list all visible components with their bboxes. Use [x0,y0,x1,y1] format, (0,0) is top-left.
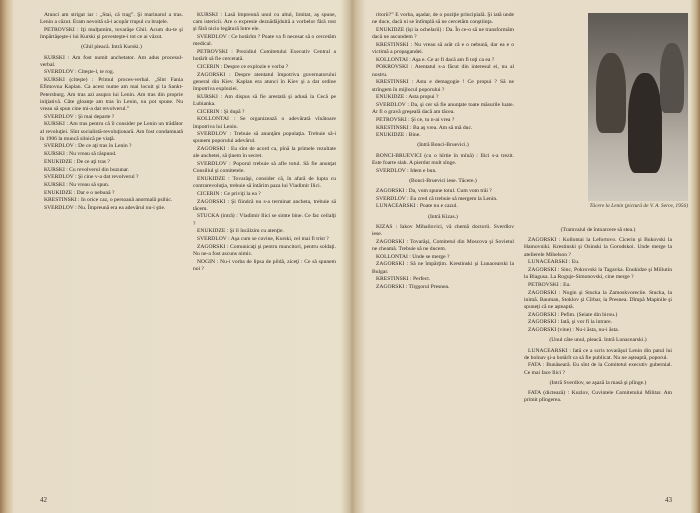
left-column-2 [193,12,336,482]
text-paragraph: SVERDLOV : De ce aţi tras în Lenin ? [44,143,132,150]
text-paragraph: ZAGORSKI (vine) : Nu-i ăsta, nu-i ăsta. [528,327,620,334]
text-paragraph: KURSKI : Nu vreau să răspund. [44,151,117,158]
photo-figure [660,43,684,113]
text-paragraph: ZAGORSKI : Şi fiindcă nu s-a terminat ancheta, trebuie să tăcem. [193,198,336,212]
text-paragraph: KURSKI : Am dispus să fie arestată şi adusă la Cecă pe Lubianka. [193,93,336,107]
text-paragraph: CICERIN : Şi după ? [197,108,245,115]
text-paragraph: (Unul câte unul, pleacă. Intră Lunacearski.) [549,337,647,344]
right-column-1 [372,12,514,482]
text-paragraph: PETROVSKI : Şi ce, tu n-ai vrea ? [376,116,455,123]
text-paragraph: ENUKIDZE : Tovarăşi, consider că, în afară de lupta cu contrarevoluţia, trebuie să întărim paza lui Vladimir Ilici. [193,175,336,190]
text-paragraph: ZAGORSKI : Iată, şi vor fi la intrare. [528,319,613,326]
text-paragraph: STUCKA (intră) : Vladimir Ilici se simte bine. Ce fac ceilalţi ? [193,213,336,227]
text-paragraph: (Intră Bonci-Bruevici.) [417,142,469,149]
text-paragraph: PETROVSKI : Iţi mulţumim, tovarăşe Ghil. Acum du-te şi împărtăşeşte-i lui Kurski şi povesteşte-i tot ce ai văzut. [40,26,183,41]
photo-figure [596,53,626,133]
text-paragraph: (Bonci-Bruevici iese. Tăcere.) [409,177,477,184]
text-paragraph: SVERDLOV : Şi mai departe ? [44,113,115,120]
text-paragraph: KRESTINSKI : Ba aş vrea. Am să mă duc. [376,124,473,131]
text-paragraph: KURSKI : Lasă împreună unul cu altul, limitat, aş spune, cam istericii. Are o expresie deznădăjduită a vorbelor fără rost şi fără nicio legătură între ele. [193,12,336,33]
text-paragraph: ENUKIDZE : Dar e o nebună ? [44,189,115,196]
text-paragraph: LUNACEARSKI : Iată ce a scris tovarăşul Lenin din patul lui de bolnav şi-a hotărît ca să fie publicat. Nu ne aşteaptă, poporul. [524,347,672,361]
photo-figure [628,73,662,173]
text-paragraph: (Intră Kizas.) [428,213,458,220]
text-paragraph: LUNACEARSKI : Poate nu e cazul. [376,203,458,210]
text-paragraph: SVERDLOV : Trebuie să anunţăm populaţia. Trebuie să-i spunem poporului adevărul. [193,131,336,145]
text-paragraph: ENUKIDZE : Bine. [376,132,421,139]
text-paragraph: SVERDLOV : Ce hotărîm ? Poate va fi necesar să o cercetăm medical. [193,34,336,48]
text-paragraph: KURSKI (citeşte) : Primul proces-verbal. „Sînt Fania Efimovna Kaplan. Ca acest nume am mai locuit şi la Sankt-Petersburg. Am tras azi asupra lui Lenin. Am tras din proprie iniţiativă. Câte gloanţe am tras în Lenin, nu pot spune. Nu vreau să spun cine mi-a dat revolverul.” [40,77,183,112]
text-paragraph: BONCI-BRUEVICI (cu o hîrtie în mînă) : Ilici s-a trezit. Este foarte slab. A pierdut mult sînge. [372,152,514,166]
text-paragraph: ZAGORSKI : Sinc, Pokrovski la Tagavka. Enukidze şi Miliutin la Blagusa. La Roguje-Simonovski, cine merge ? [524,267,672,281]
text-paragraph: CICERIN : Despre ce explozie e vorba ? [197,63,289,70]
text-paragraph: KIZAS : Iakov Mihailovici, vă chemă doctorii. Sverdlov iese. [372,223,514,237]
text-paragraph: FATA (dictează) : Kuzlov, Cuvintele Comitetului Militar. Am primit plîngerea. [524,390,672,404]
page-number: 42 [40,496,47,504]
text-paragraph: KOLLONTAI : Unde se merge ? [376,253,450,260]
photo-caption: Tăcere la Lenin (pictură de V. A. Serov, 1956) [589,203,688,209]
page-number: 43 [665,496,672,504]
text-paragraph: ZAGORSKI : Comunicaţi şi pentru muncitori, pentru soldaţi. Nu ne-a fost ascuns nimic. [193,243,336,257]
left-column-1 [40,12,183,482]
text-paragraph: KURSKI : Am tras pentru că îl consider pe Lenin un trădător al revoluţiei. Sînt socialistă-revoluţionară. Am fost condamnată în 1906 la muncă silnică pe viaţă. [40,121,183,142]
text-paragraph: KRESTINSKI : Perfect. [376,276,431,283]
text-paragraph: ZAGORSKI : Da, vom spune totul. Cum vom trăi ? [376,187,492,194]
text-paragraph: ZAGORSKI : Pefim. (Seiate din birou.) [528,311,618,318]
text-paragraph: KURSKI : Am fost numit anchetator. Am adus procesul-verbal. [40,54,183,68]
text-paragraph: KRESTINSKI : Asta e demagogie ! Ce propui ? Să ne strîngem în mijlocul poporului ? [372,79,514,93]
text-paragraph: ZAGORSKI : Eu sînt de acord ca, pînă la primele rezultate ale anchetei, să ţinem în secret. [193,146,336,160]
text-paragraph: PETROVSKI : Eu. [528,281,571,288]
text-paragraph: KOLLONTAI : Se organizează o adevărată vînătoare împotriva lui Lenin. [193,116,336,130]
right-column-2 [524,224,672,482]
text-paragraph: ZAGORSKI : Kollontai la Lefortovo. Cicerin şi Bukovski la Hamovniki. Krestinski şi Osinski la Gorodskoi. Unde merge la atelierele Mihelson ? [524,237,672,258]
left-page [40,12,336,504]
text-paragraph: Atunci am strigat iar : „Stai, că trag”. Şi marinarul a tras. Lenin a căzut. Eram nevoită să-i acopăr trupul cu braţele. [40,12,183,26]
text-paragraph: PETROVSKI : Prezidiul Comitetului Executiv Central a hotărît să fie cercetată. [193,49,336,63]
text-paragraph: KURSKI : Nu vreau să spun. [44,181,110,188]
text-paragraph: SVERDLOV : Idem e bun. [376,167,437,174]
text-paragraph: SVERDLOV : Citeşte-l, te rog. [44,69,115,76]
text-paragraph: CICERIN : Ce priviţi la ea ? [197,190,261,197]
text-paragraph: SVERDLOV : Poporul trebuie să afle totul. Să fie anunţat Consiliul şi comitetele. [193,161,336,175]
text-paragraph: ZAGORSKI : Tovarăşi, Comitetul din Moscova şi Sovietul ne cheamă. Trebuie să ne ducem. [372,238,514,252]
text-paragraph: ENUKIDZE : Asta propui ? [376,94,439,101]
text-paragraph: (Intră Sverdlov, se aşază la masă şi plînge.) [549,379,647,386]
text-paragraph: SVERDLOV : Nu. Împreună era ea adevărul nu-i ştie. [44,205,166,212]
text-paragraph: ZAGORSKI : Tîrgşorul Presnea. [376,283,450,290]
text-paragraph: POKROVSKI : Atentatul s-a făcut din interesul ei, nu al nostru. [372,64,514,78]
text-paragraph: ENUKIDZE (își ia ochelarii) : Da. În ce-o să ne transformăm dacă ne ascundem ? [372,26,514,41]
text-paragraph: ZAGORSKI : Să ne împărţim. Krestinski şi Lunacearski la Bulgar. [372,261,514,275]
text-paragraph: ritorii?” E vorba, aşadar, de o poziţie principială. Şi iată unde ne duce, dacă ni se întîmplă să ne cercetăm conştiinţa. [372,12,514,26]
text-paragraph: KURSKI : Cu revolverul din buzunar. [44,166,130,173]
text-paragraph: NOGIN : Nu-i vorba de lipsa de pildă, ziceţi : Ce să spunem noi ? [193,258,336,272]
text-paragraph: ZAGORSKI : Despre atentatul împotriva guvernatorului general din Kiev. Kaplan era atunci în Kiev şi a dat ordine împotriva exploziei. [193,71,336,93]
text-paragraph: KOLLONTAI : Aşa e. Ce ar fi dacă am fi toţi ca ea ? [376,56,495,63]
text-paragraph: SVERDLOV : Eu cred că trebuie să mergem la Lenin. [376,195,498,202]
text-paragraph: LUNACEARSKI : Eu. [528,259,580,266]
text-paragraph: KRESTINSKI : In orice caz, o persoană anormală psihic. [44,197,173,204]
text-paragraph: SVERDLOV : Aşa cum se cuvine, Kurski, cel mai fi trist ? [197,236,329,243]
text-paragraph: FATA : Bunăseară. Eu sînt de la Comitetul executiv gubernial. Ce mai face Ilici ? [524,362,672,376]
text-paragraph: SVERDLOV : Şi cine v-a dat revolverul ? [44,174,139,181]
text-paragraph: (Ghil pleacă. Intră Kurski.) [81,44,142,51]
text-paragraph: ZAGORSKI : Nogin şi Stucka la Zamoskvoreciie. Stucka, la inimă. Bauman, Stoklov şi Cîrbar, la Presnea. Dîmpă Mapinile şi spuneţi că ne aşteaptă. [524,289,672,311]
painting-photo [588,13,688,201]
text-paragraph: SVERDLOV : Da, şi cer să fie anunţate toate măsurile luate. Ar fi o gravă greşeală dacă am tăcea. [372,101,514,116]
text-paragraph: KRESTINSKI : Nu vreau să arăt că e o nebună, dar ea e o victimă a propagandei. [372,41,514,56]
text-paragraph: (Tramvaiul de întoarcere să stea.) [560,227,636,233]
text-paragraph: ENUKIDZE : Şi îl încălzim cu atenţie. [197,228,284,235]
text-paragraph: ENUKIDZE : De ce aţi tras ? [44,158,110,165]
